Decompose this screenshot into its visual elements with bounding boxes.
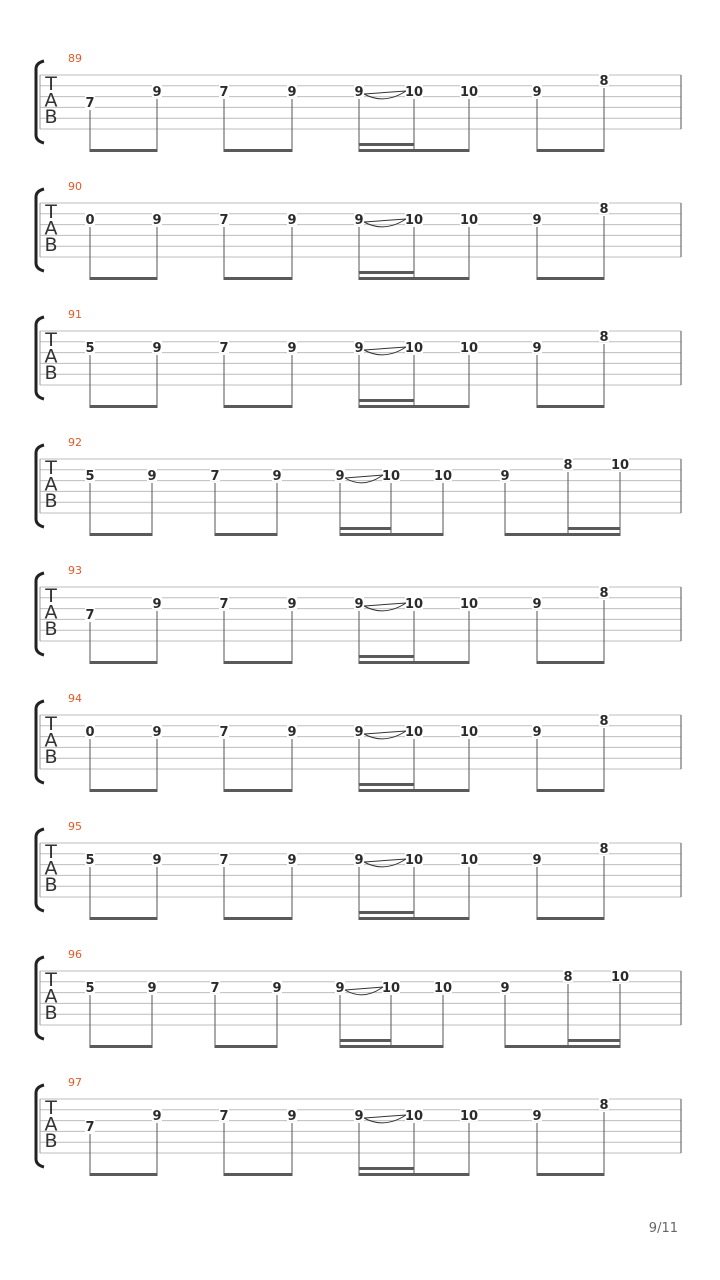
fret-number[interactable]: 9 [152,1109,162,1124]
staff-system [36,436,681,536]
fret-number[interactable]: 9 [287,725,297,740]
fret-number[interactable]: 8 [599,202,609,217]
measure-number: 96 [68,948,82,961]
fret-number[interactable]: 7 [210,469,220,484]
tab-clef-letter: B [44,1130,58,1152]
tab-clef-letter: A [44,89,58,112]
fret-number[interactable]: 10 [459,725,479,740]
tab-clef-letter: B [44,490,58,512]
tab-clef-letter: A [44,729,58,752]
fret-number[interactable]: 9 [532,725,542,740]
beam [537,149,604,152]
tab-clef-letter: A [44,217,58,240]
beam [224,405,292,408]
tab-clef-letter: A [44,473,58,496]
staff-system [36,820,681,920]
fret-number[interactable]: 9 [152,725,162,740]
fret-number[interactable]: 9 [532,341,542,356]
fret-number[interactable]: 7 [219,597,229,612]
fret-number[interactable]: 9 [354,1109,364,1124]
fret-number[interactable]: 10 [381,981,401,996]
fret-number[interactable]: 10 [459,853,479,868]
fret-number[interactable]: 9 [287,213,297,228]
beam [537,789,604,792]
fret-number[interactable]: 9 [152,85,162,100]
slide-line [364,731,406,734]
fret-number[interactable]: 8 [599,74,609,89]
fret-number[interactable]: 7 [219,853,229,868]
slide-line [364,91,406,94]
fret-number[interactable]: 10 [404,1109,424,1124]
beam [90,277,157,280]
fret-number[interactable]: 9 [354,341,364,356]
beam [215,533,277,536]
fret-number[interactable]: 9 [532,1109,542,1124]
fret-number[interactable]: 9 [287,85,297,100]
staff-system [36,1076,681,1176]
staff-system [36,564,681,664]
tab-clef-letter: A [44,345,58,368]
staff-system [36,692,681,792]
fret-number[interactable]: 10 [433,981,453,996]
slide-line [364,859,406,862]
staff-system [36,52,681,152]
fret-number[interactable]: 7 [219,341,229,356]
staff-system [36,308,681,408]
fret-number[interactable]: 9 [354,213,364,228]
fret-number[interactable]: 9 [354,853,364,868]
tab-clef-letter: T [45,713,57,735]
fret-number[interactable]: 7 [219,725,229,740]
fret-number[interactable]: 9 [335,981,345,996]
tab-clef-letter: A [44,1113,58,1136]
fret-number[interactable]: 9 [354,597,364,612]
fret-number[interactable]: 8 [599,842,609,857]
slide-line [364,1115,406,1118]
fret-number[interactable]: 7 [85,1120,95,1135]
fret-number[interactable]: 0 [85,725,95,740]
beam [224,1173,292,1176]
beam [359,917,469,920]
tab-clef-letter: A [44,857,58,880]
beam [90,789,157,792]
tab-clef-letter: T [45,1097,57,1119]
fret-number[interactable]: 5 [85,341,95,356]
sub-beam [359,143,414,146]
beam [359,277,469,280]
fret-number[interactable]: 10 [404,597,424,612]
fret-number[interactable]: 0 [85,213,95,228]
fret-number[interactable]: 9 [272,981,282,996]
fret-number[interactable]: 9 [500,981,510,996]
beam [90,1045,152,1048]
beam [90,661,157,664]
tab-clef-letter: B [44,1002,58,1024]
tab-clef-letter: T [45,841,57,863]
beam [224,277,292,280]
sub-beam [359,783,414,786]
sub-beam [359,399,414,402]
sub-beam [340,527,391,530]
fret-number[interactable]: 10 [610,970,630,985]
beam [340,533,443,536]
tab-clef-letter: B [44,106,58,128]
fret-number[interactable]: 9 [354,85,364,100]
fret-number[interactable]: 7 [219,1109,229,1124]
fret-number[interactable]: 7 [85,608,95,623]
slide-line [364,603,406,606]
fret-number[interactable]: 10 [459,1109,479,1124]
fret-number[interactable]: 9 [532,85,542,100]
tab-clef-letter: B [44,362,58,384]
fret-number[interactable]: 10 [404,853,424,868]
sub-beam [340,1039,391,1042]
fret-number[interactable]: 9 [287,1109,297,1124]
sub-beam [359,911,414,914]
beam [537,1173,604,1176]
beam [537,661,604,664]
slide-line [345,475,383,478]
fret-number[interactable]: 9 [532,597,542,612]
fret-number[interactable]: 9 [287,597,297,612]
fret-number[interactable]: 8 [599,714,609,729]
measure-number: 89 [68,52,82,65]
slide-line [364,219,406,222]
beam [224,149,292,152]
beam [359,405,469,408]
sub-beam [568,527,620,530]
fret-number[interactable]: 7 [85,96,95,111]
fret-number[interactable]: 8 [599,586,609,601]
slide-line [345,987,383,990]
tab-clef-letter: B [44,234,58,256]
tab-clef-letter: B [44,618,58,640]
fret-number[interactable]: 8 [599,1098,609,1113]
sub-beam [359,1167,414,1170]
fret-number[interactable]: 10 [404,341,424,356]
measure-number: 91 [68,308,82,321]
beam [537,917,604,920]
sub-beam [359,271,414,274]
fret-number[interactable]: 9 [287,853,297,868]
beam [359,789,469,792]
beam [90,533,152,536]
tab-clef-letter: T [45,73,57,95]
tab-clef-letter: T [45,969,57,991]
beam [90,149,157,152]
tab-clef-letter: T [45,329,57,351]
beam [90,1173,157,1176]
measure-number: 97 [68,1076,82,1089]
measure-number: 94 [68,692,82,705]
fret-number[interactable]: 10 [459,597,479,612]
fret-number[interactable]: 9 [147,469,157,484]
fret-number[interactable]: 5 [85,853,95,868]
beam [359,1173,469,1176]
measure-number: 95 [68,820,82,833]
fret-number[interactable]: 9 [532,213,542,228]
staff-system [36,180,681,280]
beam [340,1045,443,1048]
fret-number[interactable]: 7 [219,85,229,100]
measure-number: 90 [68,180,82,193]
beam [224,661,292,664]
sub-beam [359,655,414,658]
tab-clef-letter: A [44,601,58,624]
fret-number[interactable]: 5 [85,981,95,996]
fret-number[interactable]: 9 [147,981,157,996]
fret-number[interactable]: 8 [563,458,573,473]
tab-clef-letter: A [44,985,58,1008]
beam [224,917,292,920]
tab-clef-letter: T [45,585,57,607]
fret-number[interactable]: 9 [152,597,162,612]
fret-number[interactable]: 5 [85,469,95,484]
fret-number[interactable]: 8 [599,330,609,345]
fret-number[interactable]: 10 [404,85,424,100]
measure-number: 93 [68,564,82,577]
fret-number[interactable]: 8 [563,970,573,985]
beam [505,1045,620,1048]
slide-line [364,347,406,350]
page-number: 9/11 [648,1221,678,1236]
fret-number[interactable]: 10 [610,458,630,473]
fret-number[interactable]: 9 [335,469,345,484]
beam [90,917,157,920]
fret-number[interactable]: 10 [404,725,424,740]
fret-number[interactable]: 9 [152,213,162,228]
fret-number[interactable]: 7 [210,981,220,996]
staff-system [36,948,681,1048]
fret-number[interactable]: 9 [287,341,297,356]
fret-number[interactable]: 10 [459,85,479,100]
fret-number[interactable]: 9 [152,853,162,868]
beam [537,277,604,280]
beam [537,405,604,408]
fret-number[interactable]: 9 [532,853,542,868]
fret-number[interactable]: 10 [381,469,401,484]
fret-number[interactable]: 9 [152,341,162,356]
fret-number[interactable]: 9 [354,725,364,740]
measure-number: 92 [68,436,82,449]
tab-clef-letter: T [45,201,57,223]
beam [90,405,157,408]
beam [224,789,292,792]
beam [505,533,620,536]
fret-number[interactable]: 9 [500,469,510,484]
fret-number[interactable]: 10 [404,213,424,228]
fret-number[interactable]: 10 [459,213,479,228]
fret-number[interactable]: 10 [433,469,453,484]
tab-clef-letter: B [44,746,58,768]
fret-number[interactable]: 7 [219,213,229,228]
beam [359,661,469,664]
sub-beam [568,1039,620,1042]
fret-number[interactable]: 10 [459,341,479,356]
beam [215,1045,277,1048]
tab-clef-letter: B [44,874,58,896]
fret-number[interactable]: 9 [272,469,282,484]
beam [359,149,469,152]
tab-clef-letter: T [45,457,57,479]
